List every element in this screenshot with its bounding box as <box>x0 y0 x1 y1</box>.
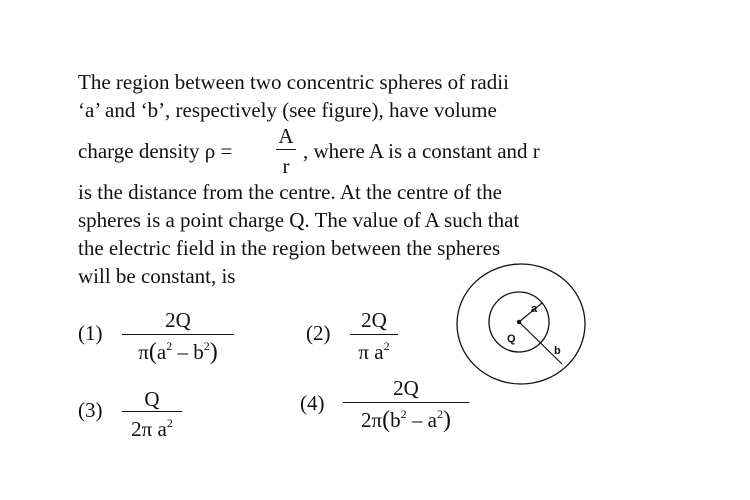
option-2-numerator: 2Q <box>361 308 387 332</box>
question-line-3-post: , where A is a constant and r <box>303 139 540 163</box>
option-4-bar <box>343 402 469 403</box>
rho-fraction-bar <box>276 149 296 150</box>
option-4-fraction <box>343 374 469 436</box>
option-4-numerator: 2Q <box>393 376 419 400</box>
option-3-bar <box>122 411 182 412</box>
label-b: b <box>554 345 561 357</box>
option-2-denominator: π $a^2$ <box>358 339 390 364</box>
radius-b-line <box>519 322 562 364</box>
concentric-spheres-figure <box>455 260 595 390</box>
question-line-1: The region between two concentric spheres of radii <box>78 70 509 94</box>
question-line-3-pre: charge density ρ = <box>78 139 233 163</box>
option-3-denominator: 2π $a^2$ <box>131 416 173 441</box>
option-4-label: (4) <box>300 391 325 415</box>
point-charge-dot <box>517 320 521 324</box>
option-2-label: (2) <box>306 321 331 345</box>
option-1-numerator: 2Q <box>165 308 191 332</box>
question-line-7: will be constant, is <box>78 264 236 288</box>
option-2-bar <box>350 334 398 335</box>
option-1-denominator: $\pi(a^2 - b^2)$ <box>138 339 218 365</box>
question-line-6: the electric field in the region between the spheres <box>78 236 501 260</box>
label-a: a <box>531 303 538 315</box>
option-3-fraction <box>122 385 182 445</box>
option-4-denominator: $2\pi(b^2 - a^2)$ <box>361 407 451 433</box>
option-1-bar <box>122 334 234 335</box>
option-1-fraction <box>122 306 234 366</box>
question-line-4: is the distance from the centre. At the centre of the <box>78 180 502 204</box>
label-q: Q <box>507 333 516 345</box>
question-line-5: spheres is a point charge Q. The value of A such that <box>78 208 520 232</box>
option-2-fraction <box>350 306 398 366</box>
rho-denominator: r <box>282 154 290 178</box>
option-3-numerator: Q <box>144 387 160 411</box>
rho-fraction <box>276 124 296 176</box>
question-line-2: ‘a’ and ‘b’, respectively (see figure), have volume <box>78 98 497 122</box>
option-1-label: (1) <box>78 321 103 345</box>
option-3-label: (3) <box>78 398 103 422</box>
rho-numerator: A <box>278 124 294 148</box>
